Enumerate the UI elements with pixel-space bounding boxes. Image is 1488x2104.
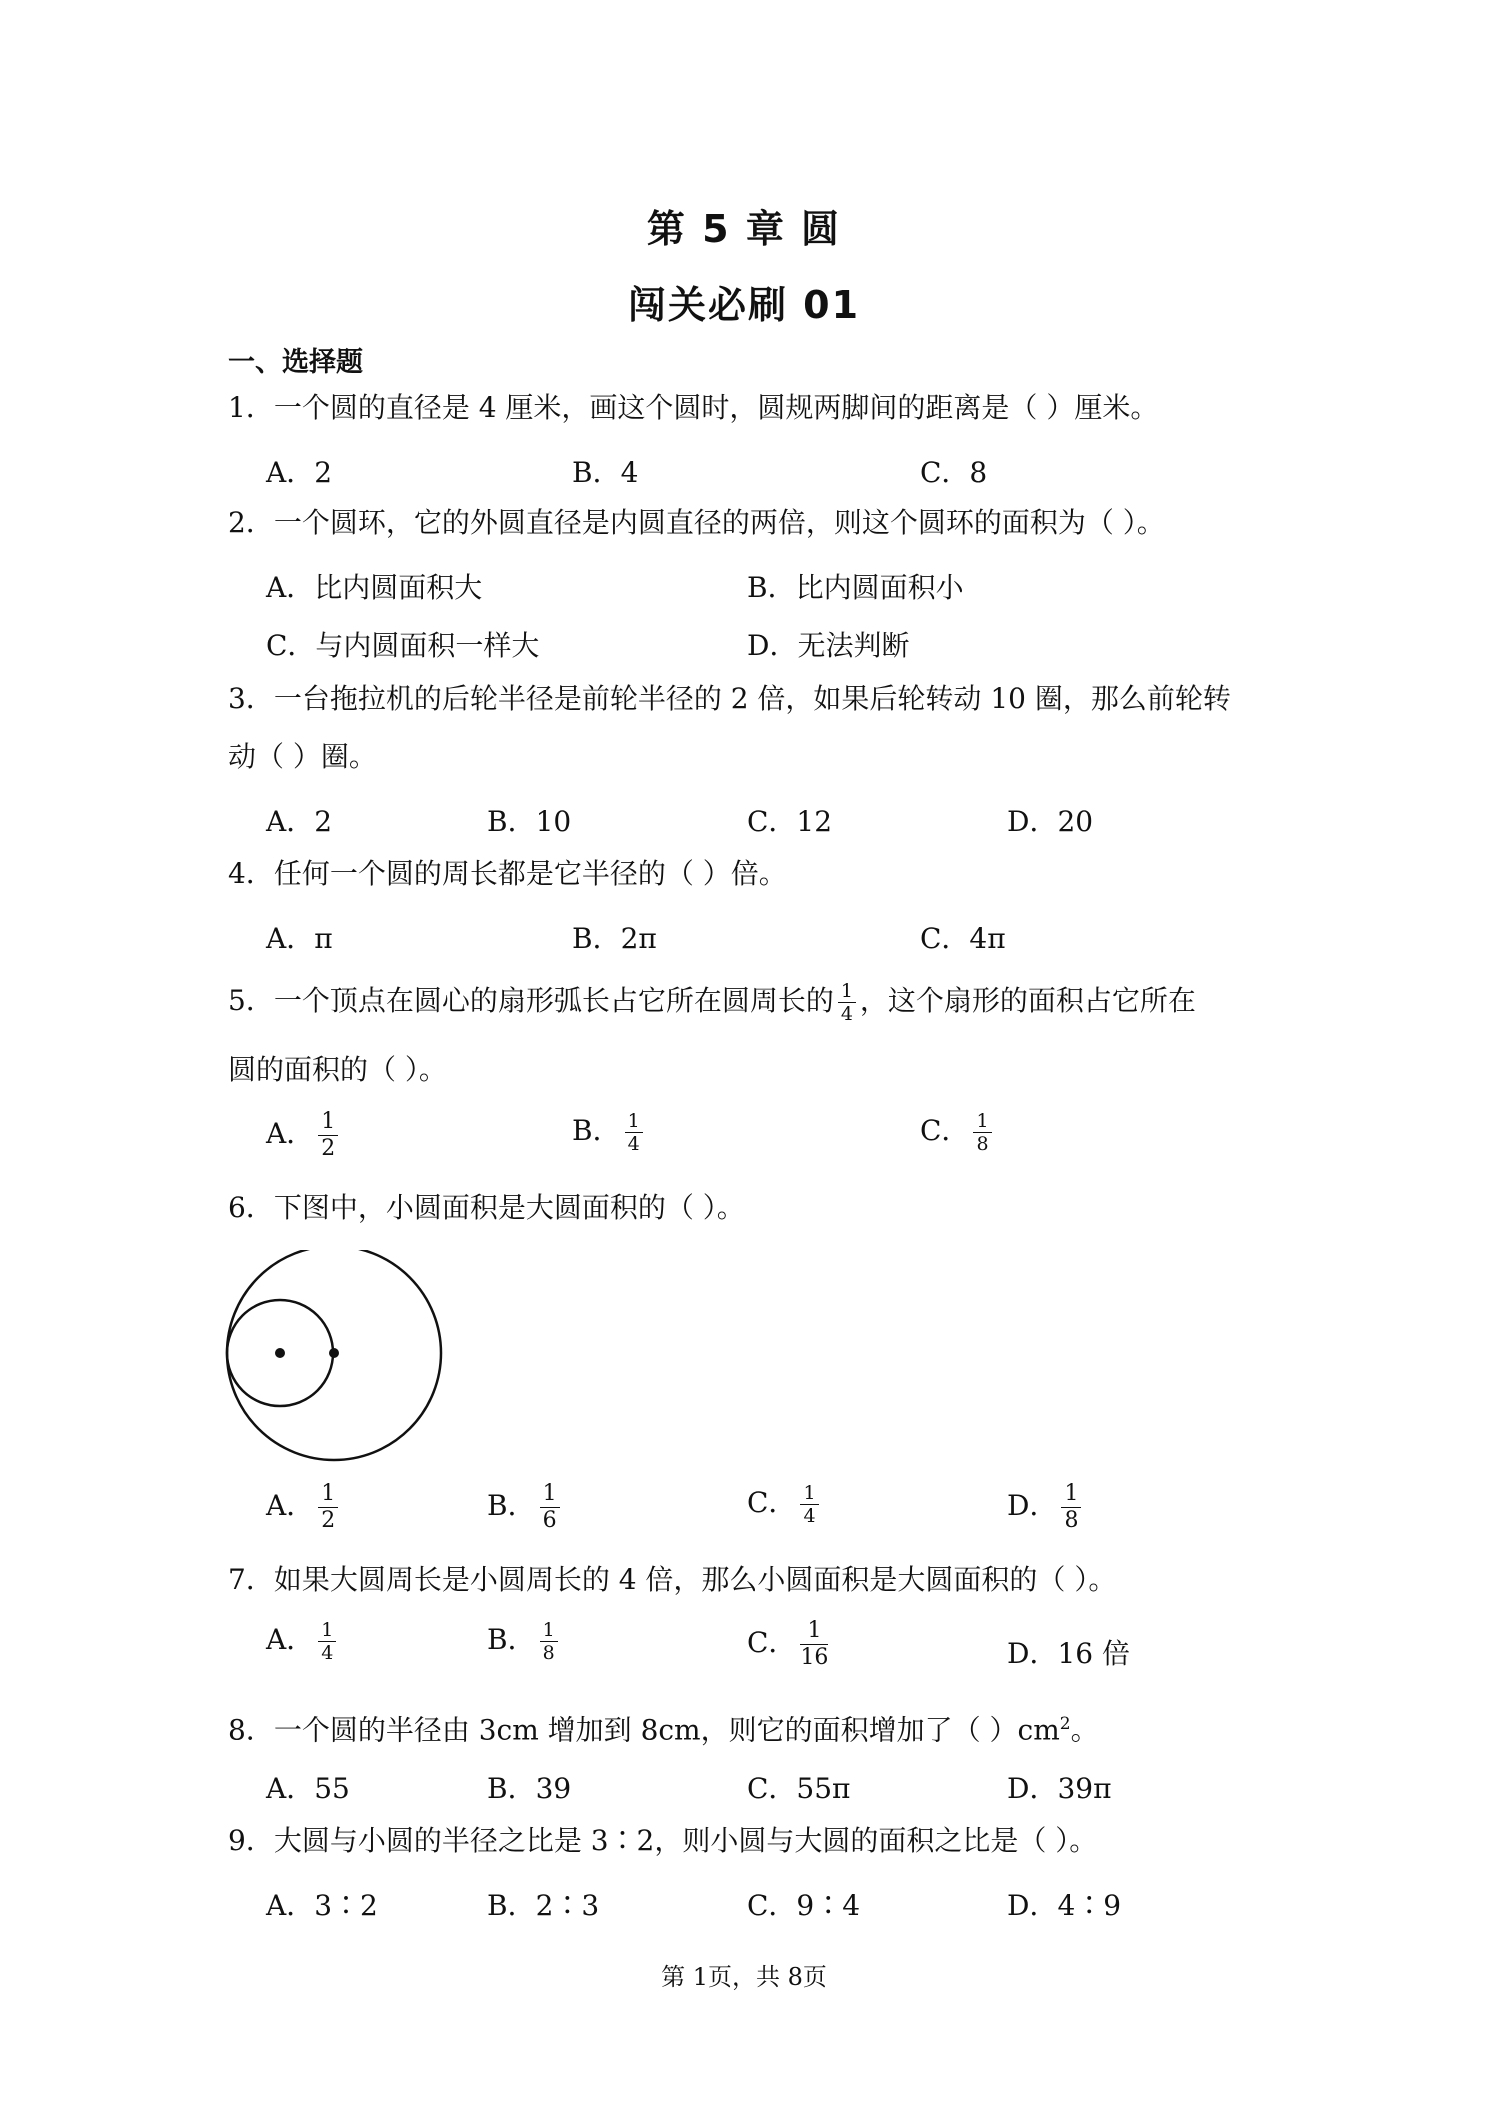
q3-option-d[interactable]: D．20 [1007,805,1094,838]
fraction-denominator: 4 [803,1505,816,1527]
fraction-denominator: 4 [321,1642,334,1664]
q5-option-c[interactable] [920,1109,996,1155]
q2-option-d[interactable]: D．无法判断 [747,629,910,662]
q3-option-a[interactable]: A．2 [266,805,333,838]
fraction-denominator: 4 [627,1133,640,1155]
option-label: C． [920,1114,970,1147]
option-label: A． [266,1623,315,1656]
question-3-continued: 动（ ）圈。 [228,740,377,773]
fraction-numerator: 1 [318,1481,338,1508]
fraction [318,1619,336,1664]
fraction-numerator: 1 [625,1110,643,1133]
fraction-numerator: 1 [838,980,856,1003]
q3-option-c[interactable]: C．12 [747,805,833,838]
question-8-text: 8．一个圆的半径由 3cm 增加到 8cm，则它的面积增加了（ ）cm [228,1713,1060,1747]
fraction [1061,1481,1081,1534]
q9-option-b[interactable]: B．2∶3 [487,1889,600,1922]
question-1: 1．一个圆的直径是 4 厘米，画这个圆时，圆规两脚间的距离是（ ）厘米。 [228,391,1159,424]
q6-option-c[interactable] [747,1481,823,1527]
fraction [973,1110,991,1155]
fraction-denominator: 2 [321,1508,336,1533]
fraction-numerator: 1 [318,1619,336,1642]
fraction-numerator: 1 [973,1110,991,1133]
question-2: 2．一个圆环，它的外圆直径是内圆直径的两倍，则这个圆环的面积为（ ）。 [228,506,1165,539]
question-3: 3．一台拖拉机的后轮半径是前轮半径的 2 倍，如果后轮转动 10 圈，那么前轮转 [228,682,1231,715]
option-label: B． [487,1623,536,1656]
fraction-numerator: 1 [1061,1481,1081,1508]
option-label: C． [747,1486,797,1519]
fraction [800,1482,818,1527]
fraction [540,1619,558,1664]
fraction-numerator: 1 [318,1109,338,1136]
question-8 [228,1695,1268,1759]
fraction [800,1618,828,1671]
q1-option-a[interactable]: A．2 [266,456,333,489]
q4-option-c[interactable]: C．4π [920,922,1006,955]
q1-option-b[interactable]: B．4 [572,456,639,489]
q9-option-a[interactable]: A．3∶2 [266,1889,378,1922]
fraction-denominator: 8 [542,1642,555,1664]
question-4: 4．任何一个圆的周长都是它半径的（ ）倍。 [228,857,787,890]
question-5-text-end: ，这个扇形的面积占它所在 [859,984,1196,1017]
question-5-continued: 圆的面积的（ ）。 [228,1053,447,1086]
q6-option-b[interactable] [487,1481,564,1534]
q2-option-b[interactable]: B．比内圆面积小 [747,571,964,604]
q2-option-a[interactable]: A．比内圆面积大 [266,571,483,604]
fraction [625,1110,643,1155]
q8-option-c[interactable]: C．55π [747,1772,851,1805]
fraction-denominator: 8 [1064,1508,1079,1533]
q5-option-b[interactable] [572,1109,647,1155]
page-subtitle: 闯关必刷 01 [627,283,861,327]
superscript: 2 [1059,1714,1071,1734]
fraction-numerator: 1 [800,1482,818,1505]
question-5 [228,972,1268,1030]
q8-option-d[interactable]: D．39π [1007,1772,1112,1805]
fraction-numerator: 1 [800,1618,828,1645]
fraction [838,980,856,1025]
fraction [318,1109,338,1162]
fraction [540,1481,560,1534]
page-footer: 第 1页，共 8页 [661,1963,827,1991]
fraction-denominator: 2 [321,1136,336,1161]
chapter-title: 第 5 章 圆 [646,207,842,251]
q9-option-d[interactable]: D．4∶9 [1007,1889,1122,1922]
q7-option-d[interactable]: D．16 倍 [1007,1637,1130,1670]
q5-option-a[interactable] [266,1109,342,1162]
q9-option-c[interactable]: C．9∶4 [747,1889,861,1922]
large-circle-center-dot [329,1348,339,1358]
q1-option-c[interactable]: C．8 [920,456,988,489]
fraction-denominator: 6 [542,1508,557,1533]
q4-option-a[interactable]: A．π [266,922,333,955]
option-label: A． [266,1117,315,1150]
option-label: B． [487,1489,536,1522]
fraction-denominator: 16 [800,1645,829,1670]
q6-option-d[interactable] [1007,1481,1085,1534]
option-label: B． [572,1114,621,1147]
q3-option-b[interactable]: B．10 [487,805,572,838]
question-6: 6．下图中，小圆面积是大圆面积的（ ）。 [228,1191,745,1224]
q8-option-b[interactable]: B．39 [487,1772,572,1805]
option-label: A． [266,1489,315,1522]
fraction-denominator: 4 [840,1003,853,1025]
question-8-text-end: 。 [1070,1713,1099,1747]
q7-option-c[interactable] [747,1618,832,1671]
circles-figure [222,1250,452,1480]
option-label: C． [747,1626,797,1659]
question-9: 9．大圆与小圆的半径之比是 3∶2，则小圆与大圆的面积之比是（ ）。 [228,1824,1098,1857]
q8-option-a[interactable]: A．55 [266,1772,350,1805]
q7-option-b[interactable] [487,1618,562,1664]
section-heading: 一、选择题 [228,347,363,378]
fraction-denominator: 8 [976,1133,989,1155]
q2-option-c[interactable]: C．与内圆面积一样大 [266,629,540,662]
q7-option-a[interactable] [266,1618,340,1664]
fraction-numerator: 1 [540,1619,558,1642]
q4-option-b[interactable]: B．2π [572,922,657,955]
fraction-numerator: 1 [540,1481,560,1508]
fraction [318,1481,338,1534]
small-circle-center-dot [275,1348,285,1358]
question-7: 7．如果大圆周长是小圆周长的 4 倍，那么小圆面积是大圆面积的（ ）。 [228,1563,1117,1596]
option-label: D． [1007,1489,1058,1522]
question-5-text: 5．一个顶点在圆心的扇形弧长占它所在圆周长的 [228,984,834,1017]
q6-option-a[interactable] [266,1481,342,1534]
